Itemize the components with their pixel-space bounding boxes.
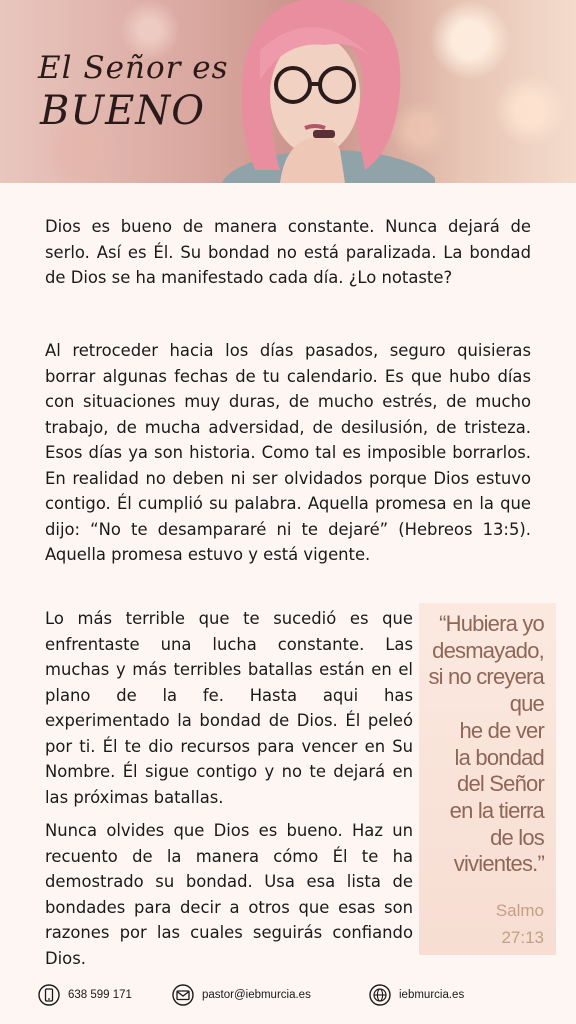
quote-line: de los	[490, 824, 544, 850]
email-address: pastor@iebmurcia.es	[202, 989, 311, 1001]
quote-line: que	[509, 691, 544, 717]
paragraph-3: Lo más terrible que te sucedió es que enfrentaste una lucha constante. Las muchas y más terribles batallas están en el plano de la fe. Hasta aqui has experimentado la bondad de Dios. Él peleó por ti. Él te dio recursos para vencer en Su Nombre. Él sigue contigo y no te dejará en las próximas batallas.	[45, 609, 413, 807]
quote-line: vivientes.”	[453, 851, 544, 877]
paragraph-1: Dios es bueno de manera constante. Nunca dejará de serlo. Así es Él. Su bondad no está paralizada. La bondad de Dios se ha manifestado cada día. ¿Lo notaste?	[45, 217, 531, 287]
paragraph-2: Al retroceder hacia los días pasados, seguro quisieras borrar algunas fechas de tu calendario. Es que hubo días con situaciones muy duras, de mucho estrés, de mucho trabajo, de mucha adversidad, de desilusión, de tristeza. Esos días ya son historia. Como tal es imposible borrarlos. En realidad no deben ni ser olvidados porque Dios estuvo contigo. Él cumplió su palabra. Aquella promesa en la que dijo: “No te desampararé ni te dejaré” (Hebreos 13:5). Aquella promesa estuvo y está vigente.	[45, 341, 531, 564]
phone-icon	[38, 984, 60, 1006]
quote-line: he de ver	[459, 717, 544, 743]
title-line-1: El Señor es	[38, 50, 229, 86]
quote-line: si no creyera	[428, 664, 544, 690]
quote-line: en la tierra	[449, 797, 544, 823]
title-line-2: BUENO	[40, 88, 206, 134]
phone-number: 638 599 171	[68, 989, 132, 1001]
header-banner	[0, 0, 576, 183]
woman-thinking-photo	[205, 0, 435, 183]
scripture-quote	[414, 611, 544, 878]
quote-reference-verse: 27:13	[501, 928, 544, 947]
contact-footer	[0, 980, 576, 1010]
phone-contact[interactable]	[38, 980, 132, 1010]
scripture-quote-box	[419, 603, 556, 955]
quote-line: la bondad	[454, 744, 544, 770]
quote-line: desmayado,	[432, 637, 544, 663]
quote-line: del Señor	[457, 771, 544, 797]
quote-reference-book: Salmo	[495, 901, 544, 920]
quote-line: “Hubiera yo	[439, 611, 544, 636]
website-url: iebmurcia.es	[399, 989, 465, 1001]
email-contact[interactable]	[172, 980, 311, 1010]
globe-icon	[369, 984, 391, 1006]
website-contact[interactable]	[369, 980, 464, 1010]
mail-icon	[172, 984, 194, 1006]
paragraph-4: Nunca olvides que Dios es bueno. Haz un recuento de la manera cómo Él te ha demostrado su bondad. Usa esa lista de bondades para decir a otros que esas son razones por las cuales seguirás confiando Dios.	[45, 821, 413, 968]
